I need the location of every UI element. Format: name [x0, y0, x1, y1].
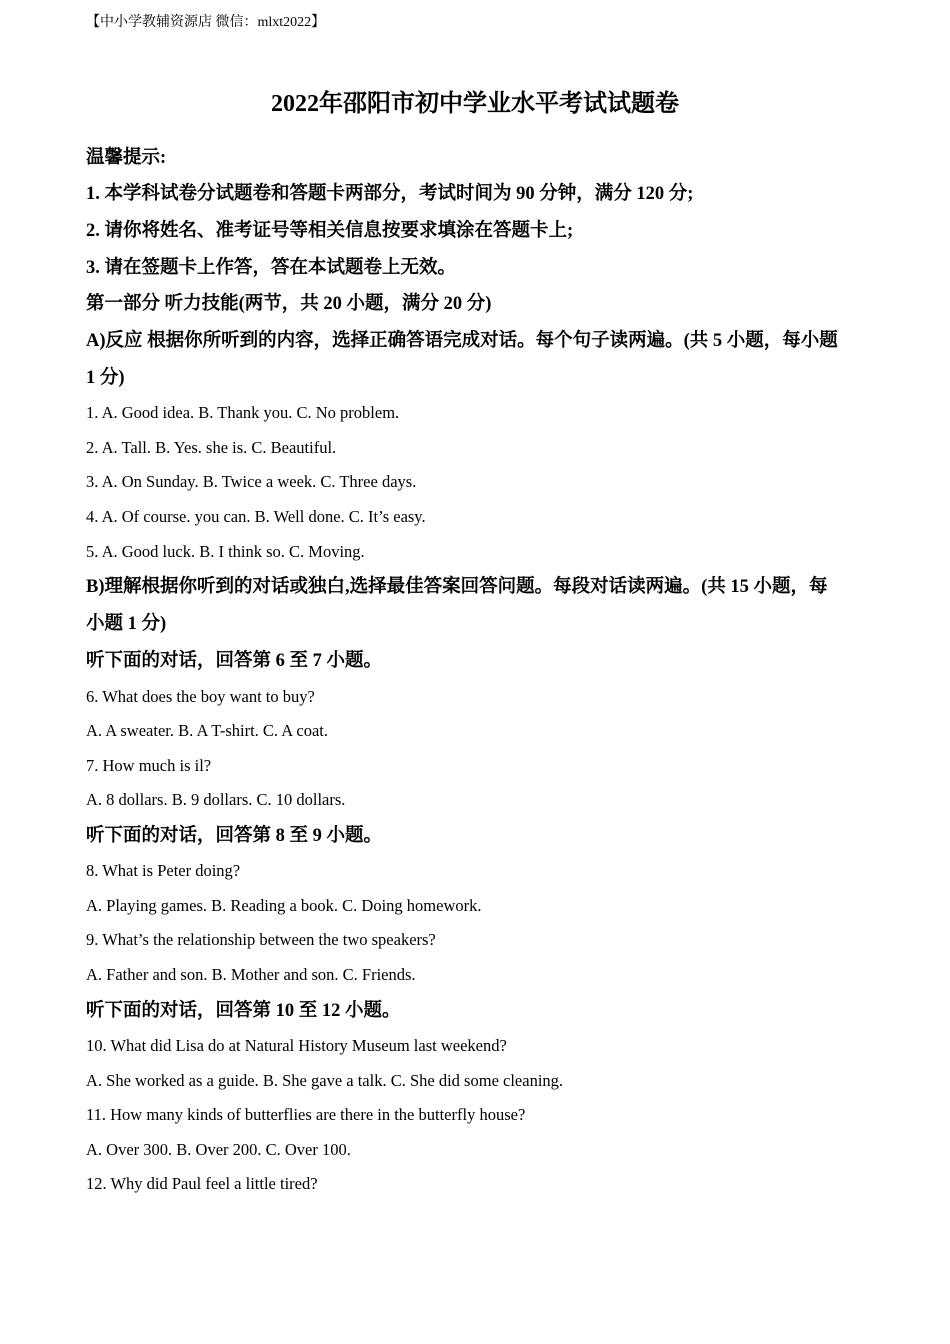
group-heading-6-7: 听下面的对话，回答第 6 至 7 小题。: [86, 651, 383, 671]
question-12: 12. Why did Paul feel a little tired?: [86, 1174, 318, 1193]
page-title: 2022年邵阳市初中学业水平考试试题卷: [271, 91, 679, 117]
section-b-instruction-line2: 小题 1 分): [86, 614, 167, 634]
question-9: 9. What’s the relationship between the two speakers?: [86, 930, 436, 949]
group-heading-10-12: 听下面的对话，回答第 10 至 12 小题。: [86, 1001, 401, 1021]
question-8: 8. What is Peter doing?: [86, 861, 241, 880]
part1-heading: 第一部分 听力技能(两节，共 20 小题，满分 20 分): [86, 294, 492, 314]
tip-item-1: 1. 本学科试卷分试题卷和答题卡两部分，考试时间为 90 分钟，满分 120 分;: [86, 184, 694, 204]
question-11-options: A. Over 300. B. Over 200. C. Over 100.: [86, 1140, 351, 1159]
question-9-options: A. Father and son. B. Mother and son. C. Friends.: [86, 965, 416, 984]
tips-heading: 温馨提示:: [86, 148, 167, 168]
question-5: 5. A. Good luck. B. I think so. C. Moving.: [86, 542, 365, 561]
section-b-instruction-line1: B)理解根据你听到的对话或独白,选择最佳答案回答问题。每段对话读两遍。(共 15 小题，每: [86, 577, 828, 597]
question-11: 11. How many kinds of butterflies are there in the butterfly house?: [86, 1105, 526, 1124]
section-a-instruction-line2: 1 分): [86, 368, 125, 388]
question-3: 3. A. On Sunday. B. Twice a week. C. Three days.: [86, 472, 417, 491]
question-10: 10. What did Lisa do at Natural History Museum last weekend?: [86, 1036, 507, 1055]
group-heading-8-9: 听下面的对话，回答第 8 至 9 小题。: [86, 826, 383, 846]
question-1: 1. A. Good idea. B. Thank you. C. No problem.: [86, 403, 400, 422]
question-6: 6. What does the boy want to buy?: [86, 687, 315, 706]
watermark-header: 【中小学教辅资源店 微信：mlxt2022】: [86, 15, 326, 30]
question-8-options: A. Playing games. B. Reading a book. C. Doing homework.: [86, 896, 482, 915]
question-6-options: A. A sweater. B. A T-shirt. C. A coat.: [86, 721, 329, 740]
question-4: 4. A. Of course. you can. B. Well done. C. It’s easy.: [86, 507, 426, 526]
question-7: 7. How much is il?: [86, 756, 212, 775]
tip-item-2: 2. 请你将姓名、准考证号等相关信息按要求填涂在答题卡上;: [86, 221, 574, 241]
question-7-options: A. 8 dollars. B. 9 dollars. C. 10 dollars.: [86, 790, 346, 809]
section-a-instruction-line1: A)反应 根据你所听到的内容，选择正确答语完成对话。每个句子读两遍。(共 5 小题，每小题: [86, 331, 838, 351]
tip-item-3: 3. 请在签题卡上作答，答在本试题卷上无效。: [86, 258, 457, 278]
question-10-options: A. She worked as a guide. B. She gave a talk. C. She did some cleaning.: [86, 1071, 564, 1090]
question-2: 2. A. Tall. B. Yes. she is. C. Beautiful.: [86, 438, 337, 457]
